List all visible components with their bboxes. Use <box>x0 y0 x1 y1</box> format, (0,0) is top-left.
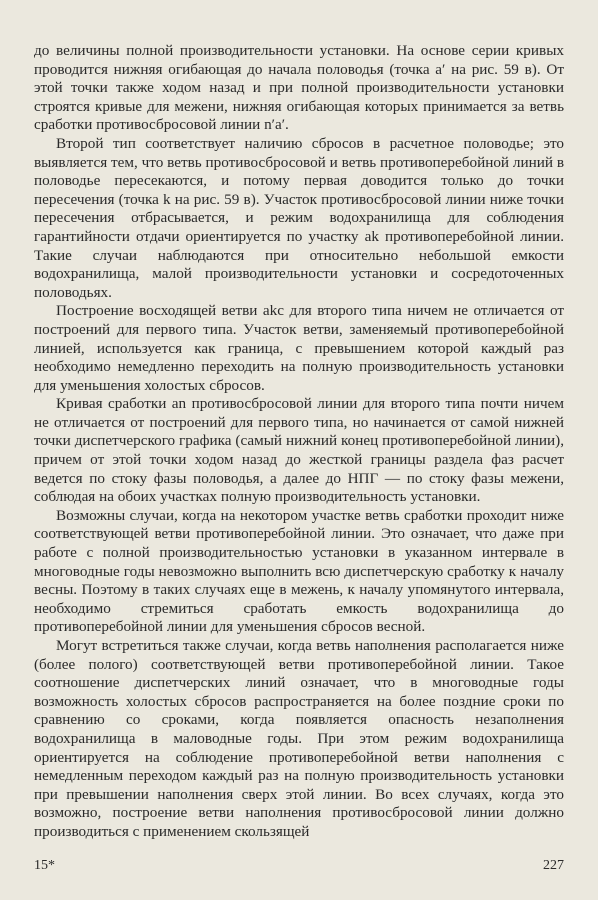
paragraph-4: Кривая сработки an противосбросовой линии для второго типа почти ничем не отличается от построений для первого типа, но начинается от самой нижней точки диспетчерского графика (самый нижний конец противоперебойной линии), причем от этой точки ходом назад до жесткой границы раздела фаз расчет ведется по стоку фазы половодья, а далее до НПГ — по стоку фазы межени, соблюдая на обоих участках полную производительность установки. <box>34 395 564 506</box>
body-text <box>34 42 564 842</box>
paragraph-3: Построение восходящей ветви akc для второго типа ничем не отличается от построений для первого типа. Участок ветви, заменяемый противоперебойной линией, используется как граница, с превышением которой каждый раз необходимо немедленно переходить на полную производительность установки для уменьшения холостых сбросов. <box>34 302 564 394</box>
paragraph-6: Могут встретиться также случаи, когда ветвь наполнения располагается ниже (более полого) соответствующей ветви противоперебойной линии. Такое соотношение диспетчерских линий означает, что в многоводные годы возможность холостых сбросов распространяется на более поздние сроки по сравнению со сроками, когда появляется опасность незаполнения водохранилища в маловодные годы. При этом режим водохранилища ориентируется на соблюдение противоперебойной ветви наполнения с немедленным переходом каждый раз на полную производительность установки при превышении наполнения сверх этой линии. Во всех случаях, когда это возможно, построение ветви наполнения противосбросовой линии должно производиться с применением скользящей <box>34 637 564 840</box>
signature-mark: 15* <box>34 858 55 873</box>
paragraph-5: Возможны случаи, когда на некотором участке ветвь сработки проходит ниже соответствующей ветви противоперебойной линии. Это означает, что даже при работе с полной производительностью установки в указанном интервале в многоводные годы невозможно выполнить всю диспетчерскую сработку к началу весны. Поэтому в таких случаях еще в межень, к началу упомянутого интервала, необходимо стремиться сработать емкость водохранилища до противоперебойной линии для уменьшения сбросов весной. <box>34 506 564 636</box>
page-footer <box>34 858 564 874</box>
page-number: 227 <box>543 858 564 873</box>
paragraph-1: до величины полной производительности установки. На основе серии кривых проводится нижняя огибающая до начала половодья (точка a′ на рис. 59 в). От этой точки также ходом назад и при полной производительности установки строятся кривые для межени, нижняя огибающая которых принимается за ветвь сработки противосбросовой линии n′a′. <box>34 42 564 134</box>
paragraph-2: Второй тип соответствует наличию сбросов в расчетное половодье; это выявляется тем, что ветвь противосбросовой и ветвь противоперебойной линий в половодье пересекаются, и потому первая доводится только до точки пересечения (точка k на рис. 59 в). Участок противосбросовой линии ниже точки пересечения отбрасывается, и режим водохранилища для соблюдения гарантийности отдачи ориентируется по участку ak противоперебойной линии. Такие случаи наблюдаются при относительно небольшой емкости водохранилища, малой производительности установки и сосредоточенных половодьях. <box>34 134 564 301</box>
